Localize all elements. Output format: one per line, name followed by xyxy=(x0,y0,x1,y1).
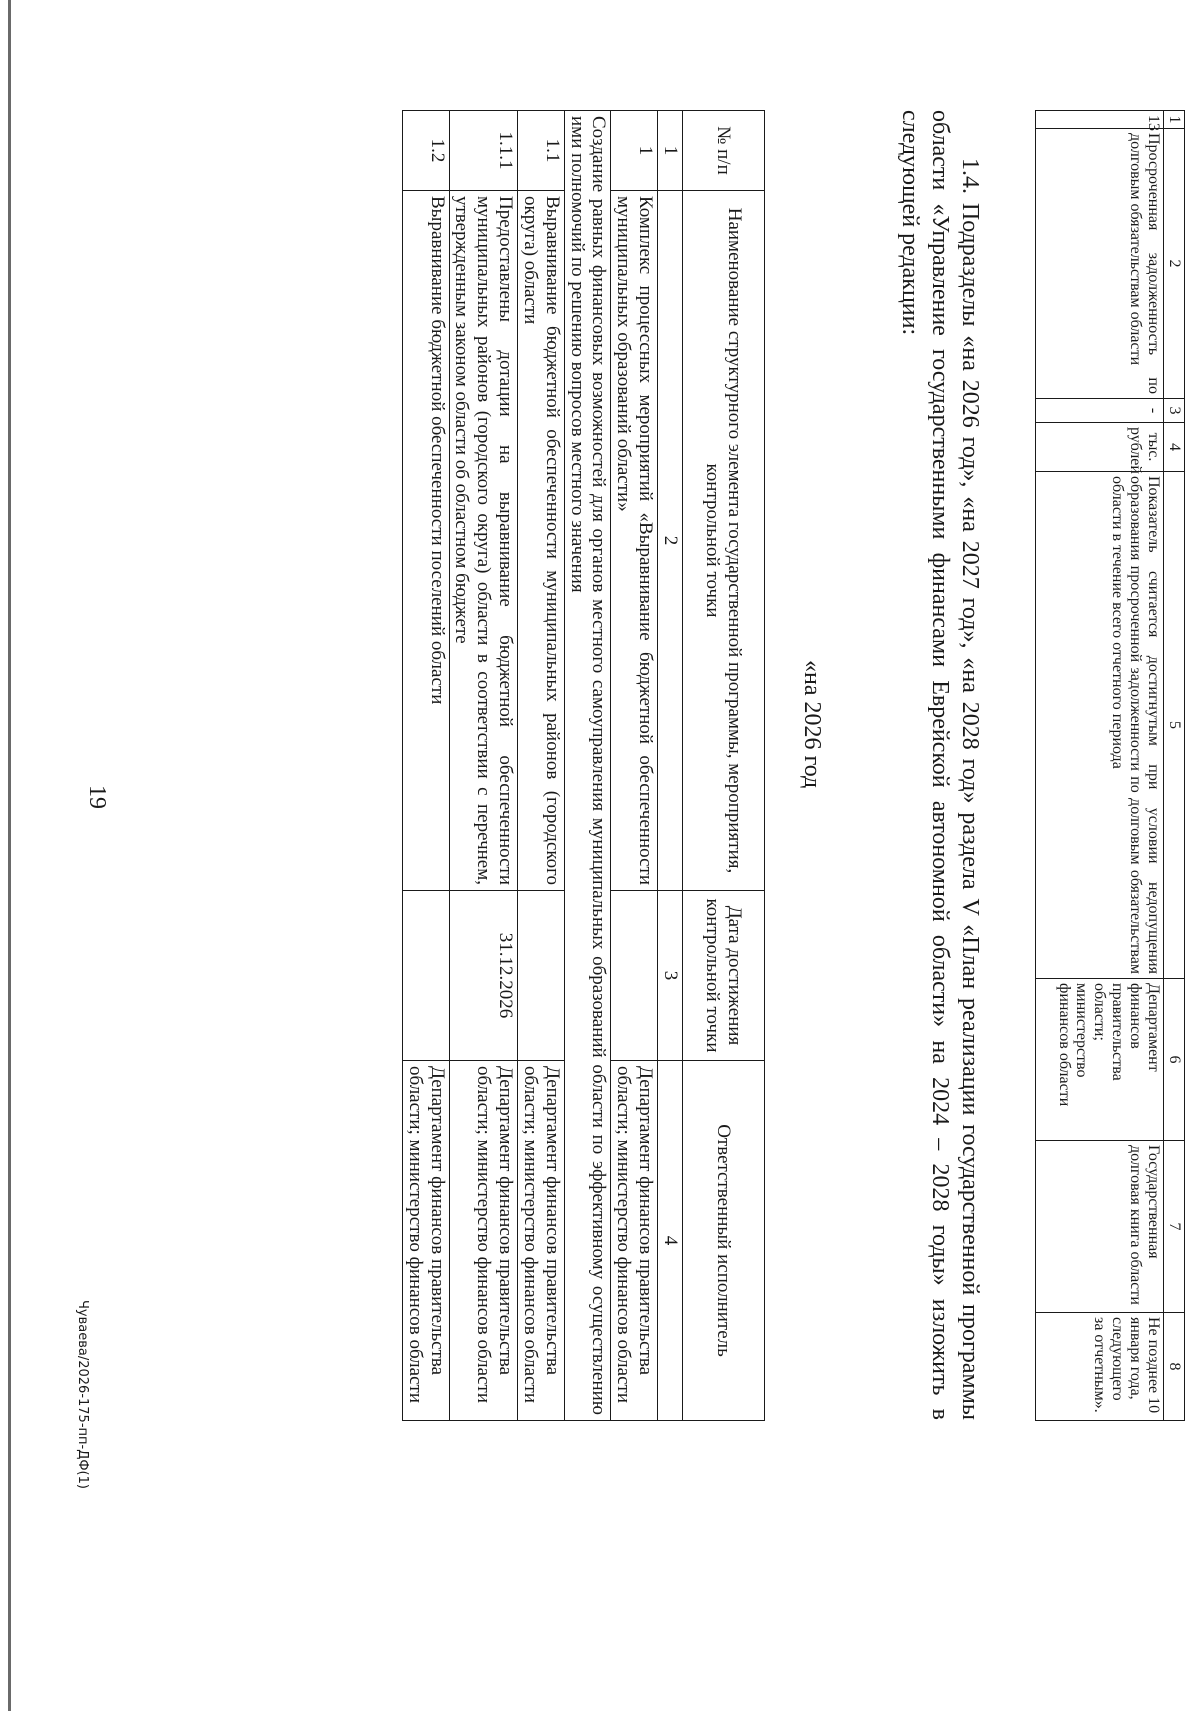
col-number: 1 xyxy=(1164,111,1185,129)
header-name: Наименование структурного элемента государственной программы, мероприятия, контрольной точки xyxy=(683,191,765,891)
row-responsible: Департамент финансов правительства области; министерство финансов области xyxy=(611,1061,658,1421)
data-source: Государственная долговая книга области xyxy=(1036,1141,1164,1313)
table-row xyxy=(402,111,449,1421)
indicators-table xyxy=(1035,110,1185,1421)
table-header-row xyxy=(683,111,765,1421)
amendment-paragraph: 1.4. Подразделы «на 2026 год», «на 2027 год», «на 2028 год» раздела V «План реализации государственной программы области «Управление государственными финансами Еврейской автономной области» на 2024 – 2028 годы» изложить в следующей редакции: xyxy=(897,110,983,1420)
header-number: № п/п xyxy=(683,111,765,191)
row-responsible: Департамент финансов правительства области; министерство финансов области xyxy=(402,1061,449,1421)
indicator-definition: Показатель считается достигнутым при условии недопущения образования просроченной задолженности по долговым обязательствам области в течение всего отчетного периода xyxy=(1036,472,1164,979)
col-number: 3 xyxy=(658,891,683,1061)
responsible: Департамент финансов правительства области; министерство финансов области xyxy=(1036,979,1164,1141)
col-number: 7 xyxy=(1164,1141,1185,1313)
row-responsible: Департамент финансов правительства области; министерство финансов области xyxy=(449,1061,518,1421)
header-responsible: Ответственный исполнитель xyxy=(683,1061,765,1421)
task-statement: Создание равных финансовых возможностей для органов местного самоуправления муниципальных образований области по эффективному осуществлению ими полномочий по решению вопросов местного значения xyxy=(564,111,611,1421)
row-date xyxy=(611,891,658,1061)
col-number: 4 xyxy=(1164,423,1185,472)
base-value: - xyxy=(1036,399,1164,423)
page-number: 19 xyxy=(84,785,110,809)
row-name: Предоставлены дотации на выравнивание бюджетной обеспеченности муниципальных районов (городского округа) области в соответствии с перечнем, утвержденным законом области об областном бюджете xyxy=(449,191,518,891)
row-number: 1.2 xyxy=(402,111,449,191)
plan-table xyxy=(402,110,765,1421)
col-number: 6 xyxy=(1164,979,1185,1141)
row-number: 13 xyxy=(1036,111,1164,129)
unit: тыс. рублей xyxy=(1036,423,1164,472)
col-number: 3 xyxy=(1164,399,1185,423)
table-row-span xyxy=(564,111,611,1421)
subtitle-year: «на 2026 год xyxy=(799,660,825,789)
col-number: 4 xyxy=(658,1061,683,1421)
indicator-name: Просроченная задолженность по долговым обязательствам области xyxy=(1036,129,1164,399)
deadline: Не позднее 10 января года, следующего за отчетным». xyxy=(1036,1313,1164,1421)
col-number: 8 xyxy=(1164,1313,1185,1421)
header-date: Дата достижения контрольной точки xyxy=(683,891,765,1061)
row-date xyxy=(518,891,565,1061)
table-row xyxy=(518,111,565,1421)
col-number: 5 xyxy=(1164,472,1185,979)
row-responsible: Департамент финансов правительства области; министерство финансов области xyxy=(518,1061,565,1421)
col-number: 1 xyxy=(658,111,683,191)
row-number: 1.1 xyxy=(518,111,565,191)
table-row xyxy=(1036,111,1164,1421)
row-date: 31.12.2026 xyxy=(449,891,518,1061)
col-number: 2 xyxy=(1164,129,1185,399)
table-row xyxy=(611,111,658,1421)
row-number: 1 xyxy=(611,111,658,191)
col-numbers-row xyxy=(658,111,683,1421)
table-header-row xyxy=(1164,111,1185,1421)
footer-document-code: Чуваева/2026-175-пп-ДФ(1) xyxy=(75,1300,90,1489)
table-row xyxy=(449,111,518,1421)
row-name: Выравнивание бюджетной обеспеченности поселений области xyxy=(402,191,449,891)
row-number: 1.1.1 xyxy=(449,111,518,191)
row-name: Комплекс процессных мероприятий «Выравнивание бюджетной обеспеченности муниципальных образований области» xyxy=(611,191,658,891)
row-date xyxy=(402,891,449,1061)
col-number: 2 xyxy=(658,191,683,891)
row-name: Выравнивание бюджетной обеспеченности муниципальных районов (городского округа) области xyxy=(518,191,565,891)
